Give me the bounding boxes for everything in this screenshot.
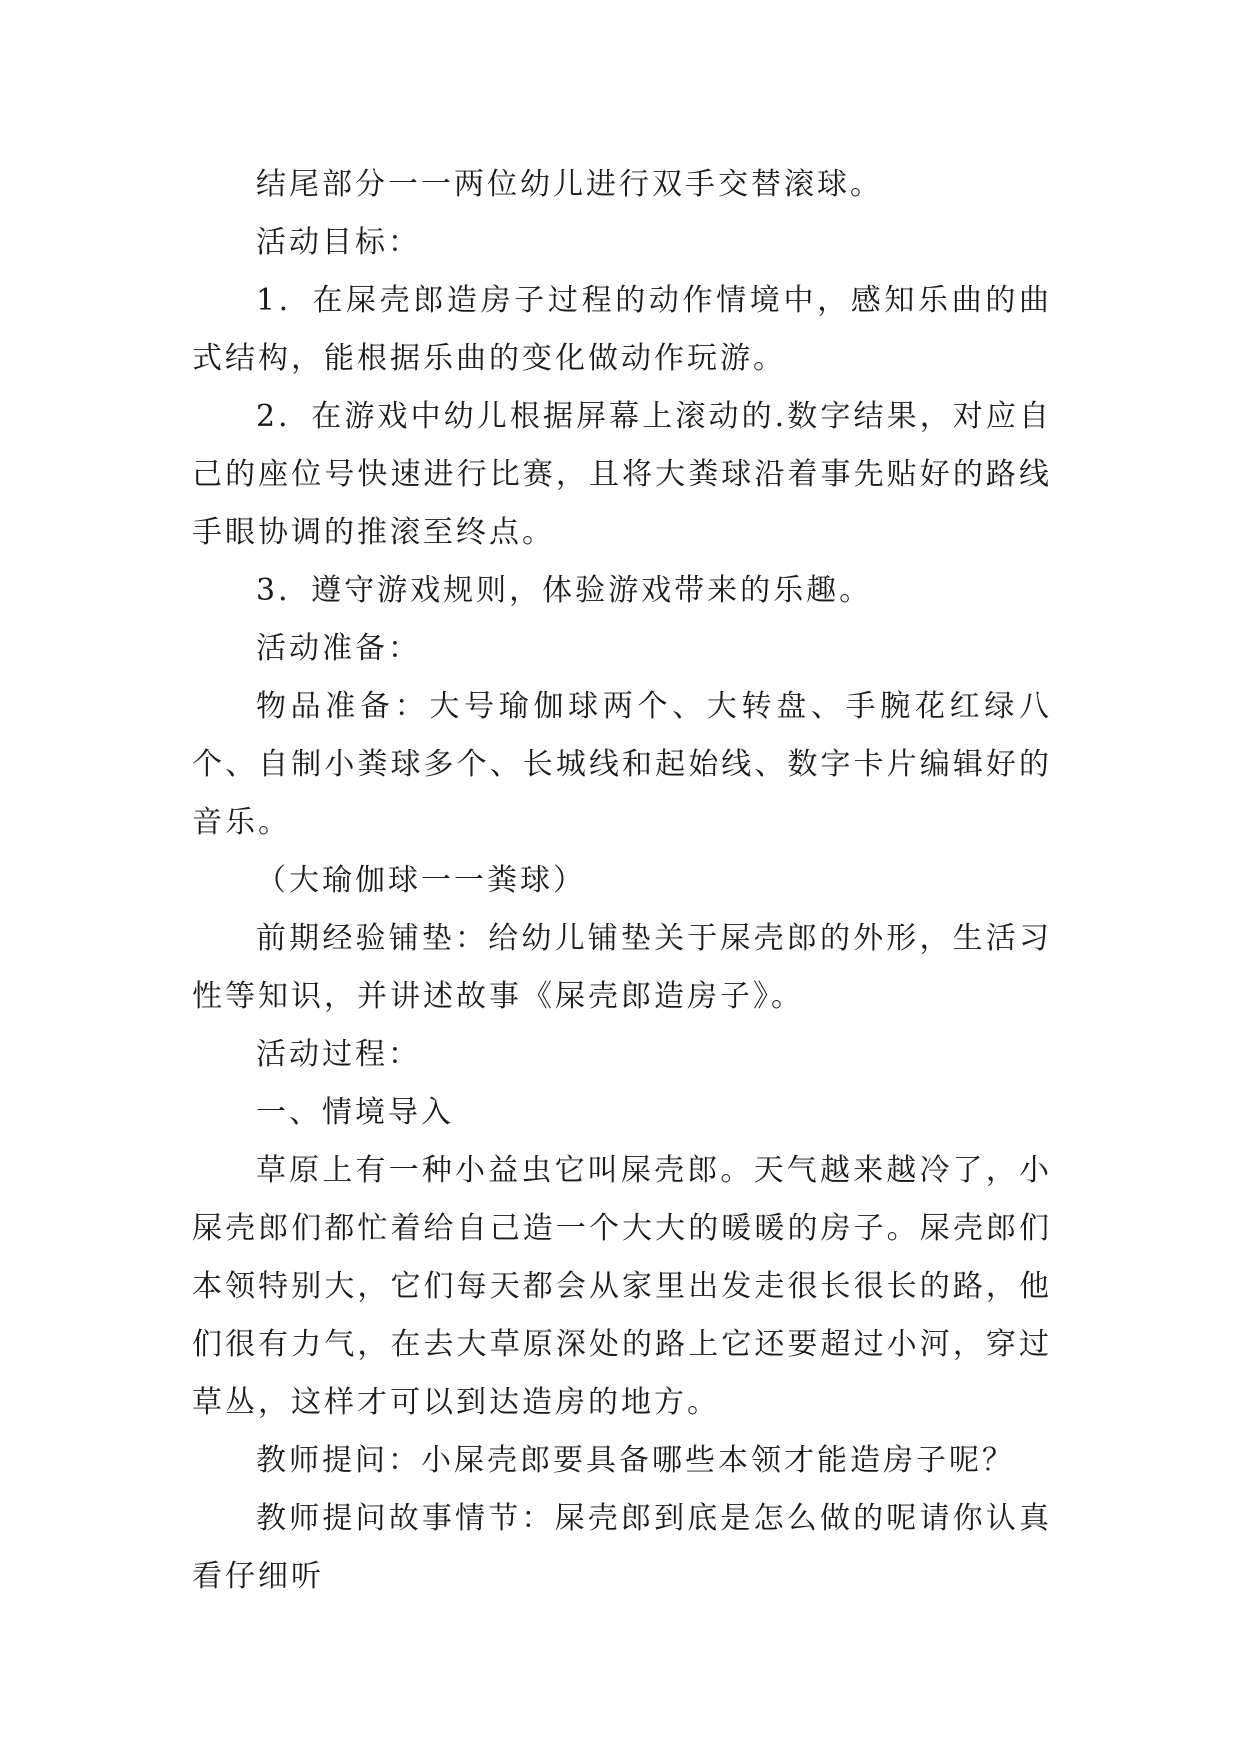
paragraph-materials-note: （大瑜伽球一一粪球） <box>256 863 586 898</box>
goal-item-1: 1．在屎壳郎造房子过程的动作情境中，感知乐曲的曲式结构，能根据乐曲的变化做动作玩游。 <box>192 283 1052 376</box>
heading-activity-preparation: 活动准备： <box>256 631 421 666</box>
goal-item-3: 3．遵守游戏规则，体验游戏带来的乐趣。 <box>256 573 873 608</box>
heading-situation-intro: 一、情境导入 <box>256 1095 454 1130</box>
heading-activity-goals: 活动目标： <box>256 225 421 260</box>
goal-item-2: 2．在游戏中幼儿根据屏幕上滚动的.数字结果，对应自己的座位号快速进行比赛，且将大粪球沿着事先贴好的路线手眼协调的推滚至终点。 <box>192 399 1052 550</box>
paragraph-story: 草原上有一种小益虫它叫屎壳郎。天气越来越冷了，小屎壳郎们都忙着给自己造一个大大的暖暖的房子。屎壳郎们本领特别大，它们每天都会从家里出发走很长很长的路，他们很有力气，在去大草原深处的路上它还要超过小河，穿过草丛，这样才可以到达造房的地方。 <box>192 1153 1052 1420</box>
document-body <box>192 156 1052 1606</box>
paragraph-teacher-question-2: 教师提问故事情节：屎壳郎到底是怎么做的呢请你认真看仔细听 <box>192 1501 1052 1594</box>
heading-activity-process: 活动过程： <box>256 1037 421 1072</box>
paragraph-teacher-question-1: 教师提问：小屎壳郎要具备哪些本领才能造房子呢？ <box>256 1443 1015 1478</box>
paragraph-materials: 物品准备：大号瑜伽球两个、大转盘、手腕花红绿八个、自制小粪球多个、长城线和起始线、数字卡片编辑好的音乐。 <box>192 689 1052 840</box>
paragraph-ending-part: 结尾部分一一两位幼儿进行双手交替滚球。 <box>256 167 883 202</box>
paragraph-prior-experience: 前期经验铺垫：给幼儿铺垫关于屎壳郎的外形，生活习性等知识，并讲述故事《屎壳郎造房子》。 <box>192 921 1052 1014</box>
